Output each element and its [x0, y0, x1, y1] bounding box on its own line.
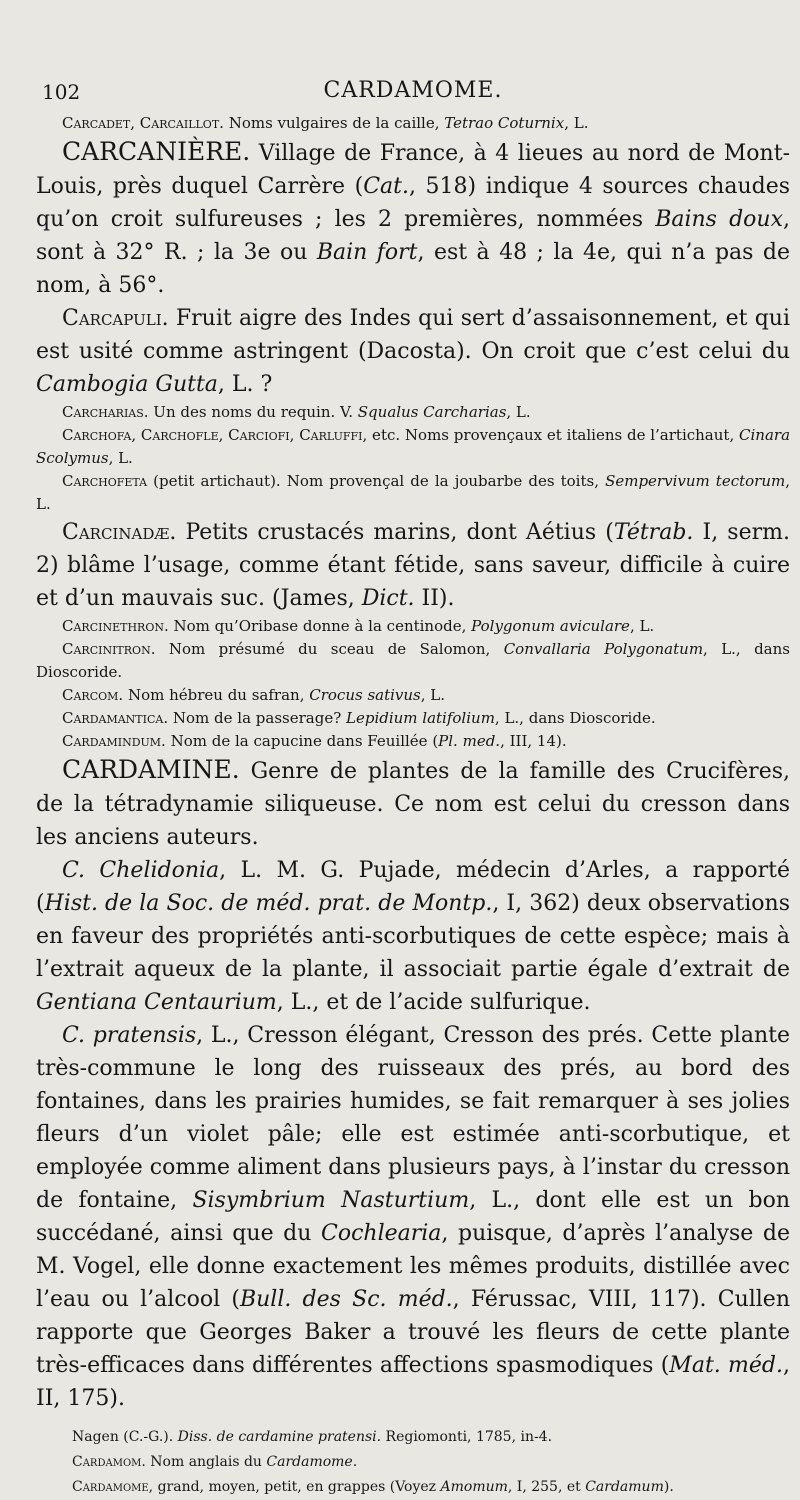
- entry-cardamine: CARDAMINE. Genre de plantes de la famille des Crucifères, de la tétradynamie siliqueuse. Ce nom est celui du cresson dans les anciens auteurs.: [36, 755, 790, 850]
- running-title: CARDAMOME.: [323, 78, 503, 103]
- page-number: 102: [42, 80, 81, 104]
- entry-carcinadae: Carcinadæ. Petits crustacés marins, dont Aétius (Tétrab. I, serm. 2) blâme l’usage, comme étant fétide, sans saveur, difficile à cuire et d’un mauvais suc. (James, Dict. II).: [36, 520, 790, 611]
- entry-cardamindum: Cardamindum. Nom de la capucine dans Feuillée (Pl. med., III, 14).: [62, 732, 567, 750]
- entry-carcharias: Carcharias. Un des noms du requin. V. Squalus Carcharias, L.: [62, 403, 531, 421]
- running-header: [36, 78, 790, 112]
- entry-carcinethron: Carcinethron. Nom qu’Oribase donne à la centinode, Polygonum aviculare, L.: [62, 617, 655, 635]
- entry-carcapuli: Carcapuli. Fruit aigre des Indes qui sert d’assaisonnement, et qui est usité comme astringent (Dacosta). On croit que c’est celui du Cambogia Gutta, L. ?: [36, 306, 790, 397]
- entry-c-chelidonia: C. Chelidonia, L. M. G. Pujade, médecin d’Arles, a rapporté (Hist. de la Soc. de méd. prat. de Montp., I, 362) deux observations en faveur des propriétés anti-scorbutiques de cette espèce; mais à l’extrait aqueux de la plante, il associait partie égale d’extrait de Gentiana Centaurium, L., et de l’acide sulfurique.: [36, 858, 791, 1015]
- entry-c-pratensis: C. pratensis, L., Cresson élégant, Cresson des prés. Cette plante très-commune le long des ruisseaux des prés, au bord des fontaines, dans les prairies humides, se fait remarquer à ses jolies fleurs d’un violet pâle; elle est estimée anti-scorbutique, et employée comme aliment dans plusieurs pays, à l’instar du cresson de fontaine, Sisymbrium Nasturtium, L., dont elle est un bon succédané, ainsi que du Cochlearia, puisque, d’après l’analyse de M. Vogel, elle donne exactement les mêmes produits, distillée avec l’eau ou l’alcool (Bull. des Sc. méd., Férussac, VIII, 117). Cullen rapporte que Georges Baker a trouvé les fleurs de cette plante très-efficaces dans différentes affections spasmodiques (Mat. méd., II, 175).: [36, 1023, 791, 1411]
- bibliography-nagen: Nagen (C.-G.). Diss. de cardamine pratensi. Regiomonti, 1785, in-4.: [72, 1429, 553, 1445]
- entry-cardamom: Cardamom. Nom anglais du Cardamome.: [72, 1454, 358, 1470]
- entry-cardamantica: Cardamantica. Nom de la passerage? Lepidium latifolium, L., dans Dioscoride.: [62, 709, 656, 727]
- entry-carcadet: Carcadet, Carcaillot. Noms vulgaires de la caille, Tetrao Coturnix, L.: [62, 114, 589, 132]
- entry-cardamome: Cardamome, grand, moyen, petit, en grappes (Voyez Amomum, I, 255, et Cardamum).: [72, 1479, 674, 1495]
- entry-carchofeta: Carchofeta (petit artichaut). Nom provençal de la joubarbe des toits, Sempervivum tectorum, L.: [36, 472, 791, 513]
- entry-carcom: Carcom. Nom hébreu du safran, Crocus sativus, L.: [62, 686, 446, 704]
- entry-carcaniere: CARCANIÈRE. Village de France, à 4 lieues au nord de Mont-Louis, près duquel Carrère (Cat., 518) indique 4 sources chaudes qu’on croit sulfureuses ; les 2 premières, nommées Bains doux, sont à 32° R. ; la 3e ou Bain fort, est à 48 ; la 4e, qui n’a pas de nom, à 56°.: [36, 137, 791, 298]
- entry-carcinitron: Carcinitron. Nom présumé du sceau de Salomon, Convallaria Polygonatum, L., dans Dioscoride.: [36, 640, 790, 681]
- entry-carchofa: Carchofa, Carchofle, Carciofi, Carluffi, etc. Noms provençaux et italiens de l’artichaut, Cinara Scolymus, L.: [36, 426, 791, 467]
